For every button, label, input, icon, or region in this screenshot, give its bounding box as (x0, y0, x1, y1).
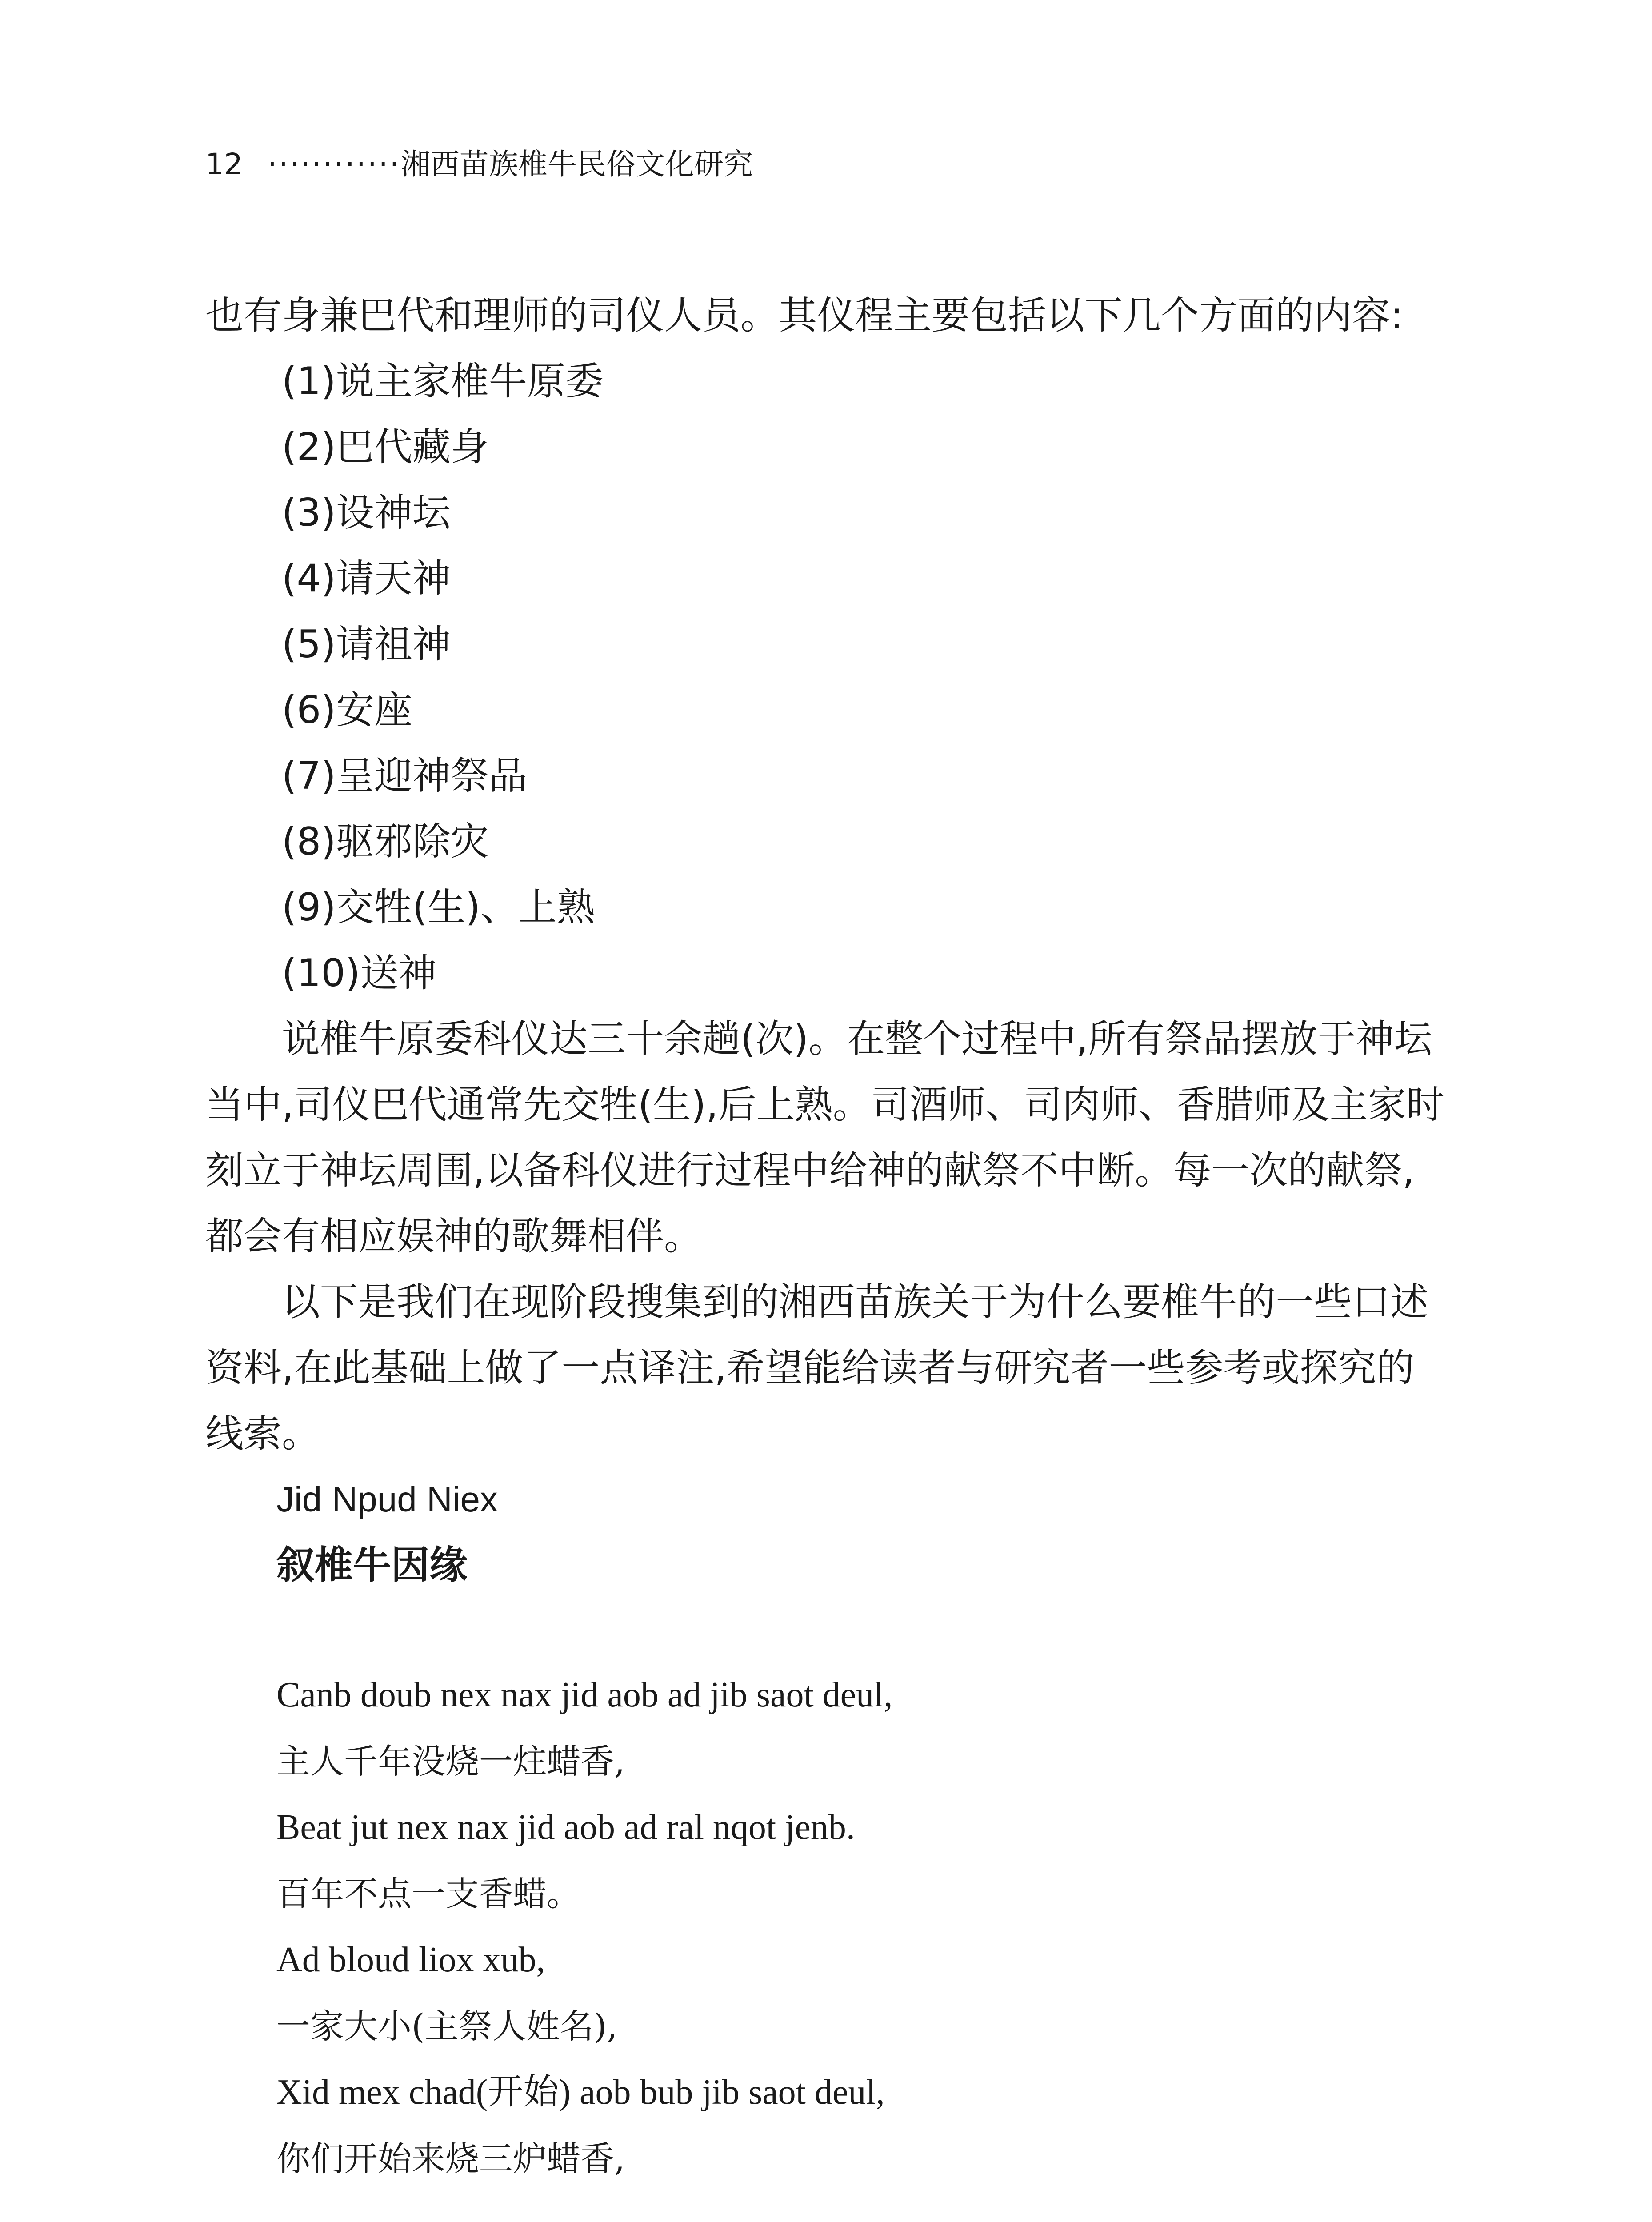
section-title-miao: Jid Npud Niex (276, 1479, 498, 1519)
list-item: (8)驱邪除灾 (282, 819, 489, 864)
book-title: 湘西苗族椎牛民俗文化研究 (401, 147, 753, 181)
main-text (205, 283, 1450, 1598)
header-dots: ············ (268, 147, 401, 181)
running-header (205, 147, 961, 182)
verse-line-miao: Xid mex chad(开始) aob bub jib saot deul, (276, 2073, 885, 2112)
list-item: (1)说主家椎牛原委 (282, 359, 604, 404)
verse-line-chinese: 你们开始来烧三炉蜡香, (276, 2139, 625, 2178)
section-title-chinese: 叙椎牛因缘 (276, 1543, 468, 1587)
verse-line-chinese: 主人千年没烧一炷蜡香, (276, 1742, 625, 1781)
ritual-list (205, 348, 1450, 1006)
page-number: 12 (205, 147, 243, 181)
list-item: (6)安座 (282, 688, 412, 732)
verse-line-chinese: 一家大小(主祭人姓名), (276, 2006, 618, 2046)
verse-block (276, 1662, 1476, 2192)
list-item: (5)请祖神 (282, 622, 451, 667)
paragraph-ritual-description: 说椎牛原委科仪达三十余趟(次)。在整个过程中,所有祭品摆放于神坛当中,司仪巴代通常先交牲(生),后上熟。司酒师、司肉师、香腊师及主家时刻立于神坛周围,以备科仪进行过程中给神的献祭不中断。每一次的献祭,都会有相应娱神的歌舞相伴。 (205, 1017, 1444, 1259)
list-item: (9)交牲(生)、上熟 (282, 885, 595, 930)
paragraph-oral-sources: 以下是我们在现阶段搜集到的湘西苗族关于为什么要椎牛的一些口述资料,在此基础上做了一点译注,希望能给读者与研究者一些参考或探究的线索。 (205, 1280, 1428, 1456)
verse-line-miao: Beat jut nex nax jid aob ad ral nqot jenb. (276, 1808, 855, 1847)
list-item: (4)请天神 (282, 556, 451, 601)
list-item: (7)呈迎神祭品 (282, 754, 527, 798)
verse-line-chinese: 百年不点一支香蜡。 (276, 1874, 580, 1914)
intro-line: 也有身兼巴代和理师的司仪人员。其仪程主要包括以下几个方面的内容: (205, 293, 1403, 338)
list-item: (10)送神 (282, 951, 437, 995)
list-item: (3)设神坛 (282, 491, 451, 535)
verse-line-miao: Canb doub nex nax jid aob ad jib saot deul, (276, 1675, 893, 1714)
verse-line-miao: Ad bloud liox xub, (276, 1940, 545, 1979)
list-item: (2)巴代藏身 (282, 425, 489, 469)
